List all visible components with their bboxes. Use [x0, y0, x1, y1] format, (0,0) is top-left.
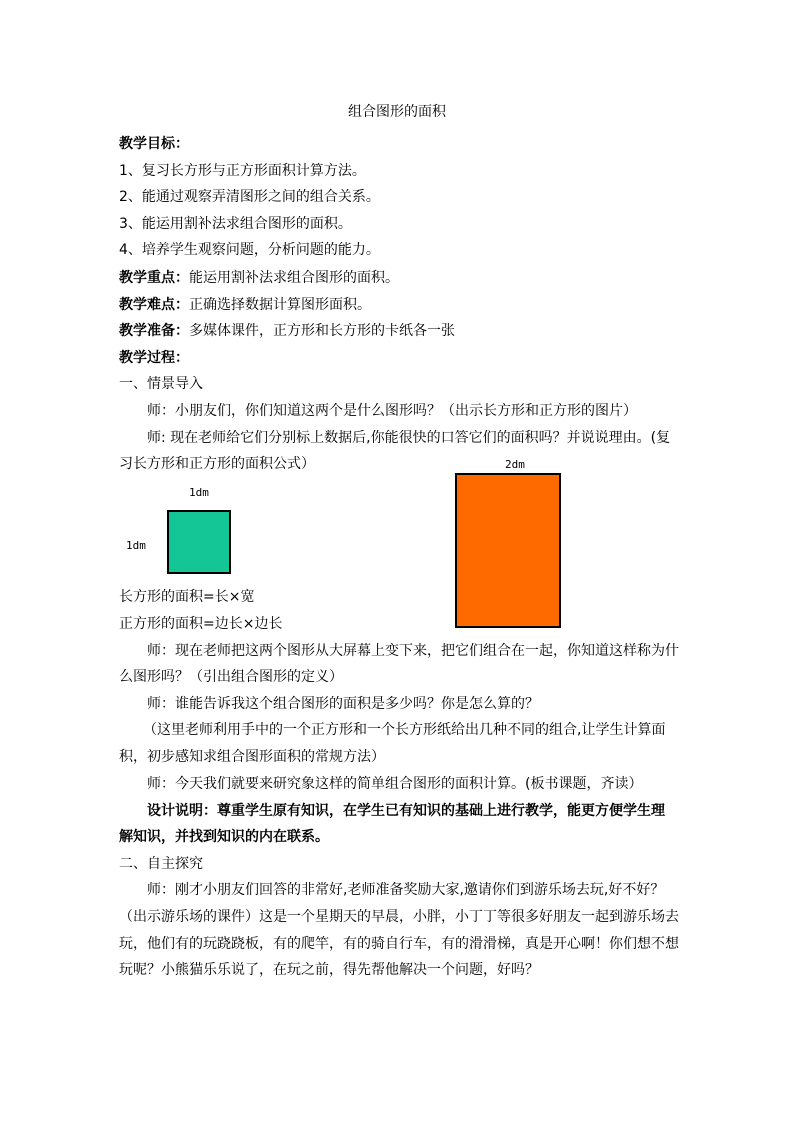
objective-item: 1、复习长方形与正方形面积计算方法。: [119, 163, 366, 179]
key-point: [119, 270, 399, 286]
paragraph-continuation: 习长方形和正方形的面积公式）: [119, 456, 315, 472]
paragraph: （这里老师利用手中的一个正方形和一个长方形纸给出几种不同的组合,让学生计算面: [143, 722, 666, 738]
rectangle-top-label: 2dm: [505, 458, 525, 471]
paragraph: 师：今天我们就要来研究象这样的简单组合图形的面积计算。(板书课题，齐读）: [147, 776, 643, 792]
objectives-heading: 教学目标：: [119, 136, 189, 152]
paragraph: 师: 现在老师给它们分别标上数据后,你能很快的口答它们的面积吗？并说说理由。(复: [147, 430, 671, 446]
design-note-continuation: 解知识，并找到知识的内在联系。: [119, 829, 329, 845]
preparation-text: 多媒体课件，正方形和长方形的卡纸各一张: [189, 323, 455, 339]
paragraph-continuation: 玩呢？小熊猫乐乐说了，在玩之前，得先帮他解决一个问题，好吗？: [119, 962, 539, 978]
preparation: [119, 323, 455, 339]
formula-rectangle: 长方形的面积=长×宽: [119, 589, 255, 605]
preparation-label: 教学准备：: [119, 323, 189, 339]
rectangle-figure: [455, 473, 561, 628]
difficulty-label: 教学难点：: [119, 297, 189, 313]
square-figure: [167, 510, 231, 574]
paragraph: 师：谁能告诉我这个组合图形的面积是多少吗？你是怎么算的？: [147, 696, 539, 712]
paragraph-continuation: 积，初步感知求组合图形面积的常规方法）: [119, 749, 385, 765]
paragraph: 师：小朋友们，你们知道这两个是什么图形吗？（出示长方形和正方形的图片）: [147, 403, 637, 419]
document-title: 组合图形的面积: [348, 104, 446, 120]
objective-item: 3、能运用割补法求组合图形的面积。: [119, 216, 352, 232]
paragraph-continuation: （出示游乐场的课件）这是一个星期天的早晨，小胖，小丁丁等很多好朋友一起到游乐场去: [119, 909, 679, 925]
section-heading-1: 一、情景导入: [119, 376, 203, 392]
section-heading-2: 二、自主探究: [119, 856, 203, 872]
key-point-text: 能运用割补法求组合图形的面积。: [189, 270, 399, 286]
objective-item: 2、能通过观察弄清图形之间的组合关系。: [119, 189, 380, 205]
difficulty-text: 正确选择数据计算图形面积。: [189, 297, 371, 313]
paragraph-continuation: 么图形吗？（引出组合图形的定义）: [119, 669, 343, 685]
process-heading: 教学过程：: [119, 350, 189, 366]
paragraph-continuation: 玩，他们有的玩跷跷板，有的爬竿，有的骑自行车，有的滑滑梯，真是开心啊！你们想不想: [119, 936, 679, 952]
paragraph: 师：现在老师把这两个图形从大屏幕上变下来，把它们组合在一起，你知道这样称为什: [147, 643, 679, 659]
square-side-label: 1dm: [126, 539, 146, 552]
design-note: 设计说明：尊重学生原有知识，在学生已有知识的基础上进行教学，能更方便学生理: [147, 803, 665, 819]
key-point-label: 教学重点：: [119, 270, 189, 286]
square-top-label: 1dm: [189, 486, 209, 499]
objective-item: 4、培养学生观察问题，分析问题的能力。: [119, 242, 380, 258]
difficulty-point: [119, 297, 371, 313]
formula-square: 正方形的面积=边长×边长: [119, 616, 283, 632]
paragraph: 师：刚才小朋友们回答的非常好,老师准备奖励大家,邀请你们到游乐场去玩,好不好？: [147, 882, 665, 898]
